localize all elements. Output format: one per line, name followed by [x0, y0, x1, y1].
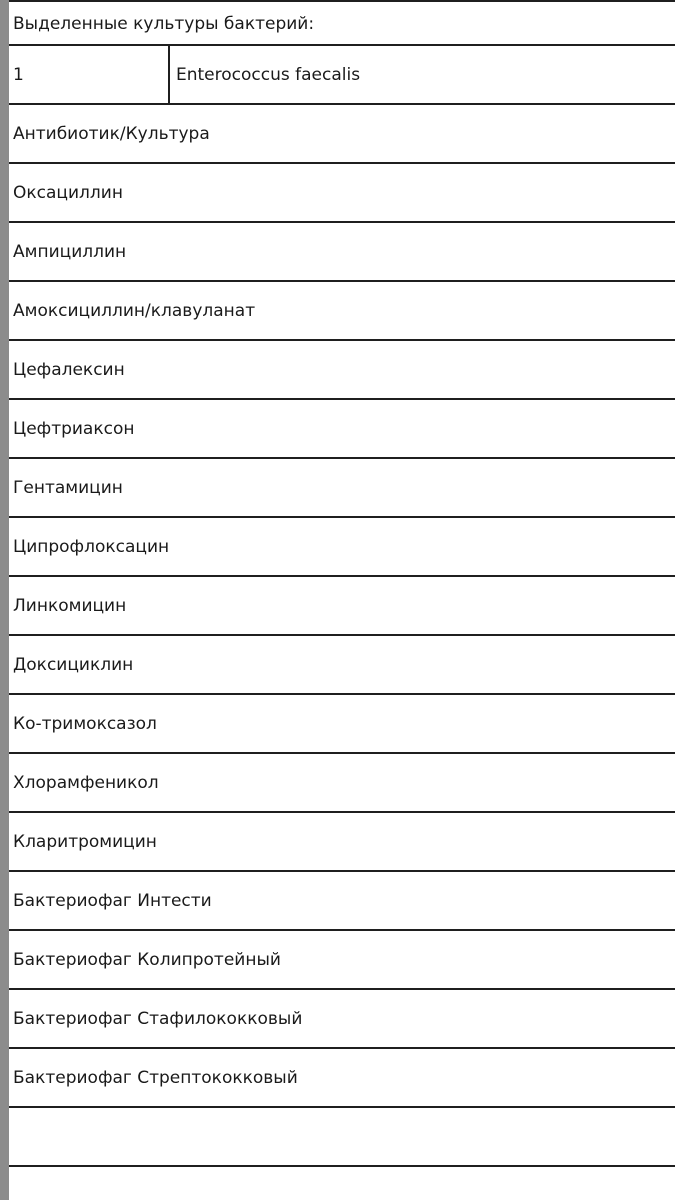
- table-row: [9, 695, 675, 754]
- antibiotic-name: Бактериофаг Стафилококковый: [13, 1008, 303, 1029]
- antibiotic-name: Бактериофаг Колипротейный: [13, 949, 281, 970]
- table-row: [9, 341, 675, 400]
- table-row: [9, 636, 675, 695]
- table-header-row: [9, 2, 675, 46]
- table-row: [9, 872, 675, 931]
- culture-results-table: [9, 0, 675, 1167]
- antibiotic-column-header-row: [9, 105, 675, 164]
- table-row: [9, 459, 675, 518]
- culture-number: 1: [9, 46, 170, 103]
- table-row: [9, 931, 675, 990]
- antibiotic-name: Линкомицин: [13, 595, 127, 616]
- culture-name: Enterococcus faecalis: [176, 64, 361, 85]
- antibiotic-name: Ципрофлоксацин: [13, 536, 170, 557]
- table-row: [9, 164, 675, 223]
- table-row: [9, 282, 675, 341]
- antibiotic-name: Хлорамфеникол: [13, 772, 159, 793]
- antibiotic-name: Цефалексин: [13, 359, 125, 380]
- table-row: [9, 223, 675, 282]
- antibiotic-name: Бактериофаг Интести: [13, 890, 212, 911]
- antibiotic-name: Ампициллин: [13, 241, 127, 262]
- culture-row: [9, 46, 675, 105]
- antibiotic-column-header: Антибиотик/Культура: [13, 123, 210, 144]
- antibiotic-name: Ко-тримоксазол: [13, 713, 157, 734]
- cultures-title: Выделенные культуры бактерий:: [13, 14, 315, 34]
- table-row: [9, 518, 675, 577]
- antibiotic-name: Бактериофаг Стрептококковый: [13, 1067, 298, 1088]
- antibiotic-name: Кларитромицин: [13, 831, 157, 852]
- antibiotic-name: Амоксициллин/клавуланат: [13, 300, 256, 321]
- left-page-border: [0, 0, 9, 1200]
- table-row: [9, 1049, 675, 1108]
- table-row: [9, 577, 675, 636]
- antibiotic-name: Доксициклин: [13, 654, 134, 675]
- antibiotic-name: Гентамицин: [13, 477, 123, 498]
- table-row: [9, 400, 675, 459]
- empty-table-row: [9, 1108, 675, 1167]
- table-row: [9, 990, 675, 1049]
- antibiotic-name: Оксациллин: [13, 182, 123, 203]
- table-row: [9, 813, 675, 872]
- antibiotic-name: Цефтриаксон: [13, 418, 135, 439]
- table-row: [9, 754, 675, 813]
